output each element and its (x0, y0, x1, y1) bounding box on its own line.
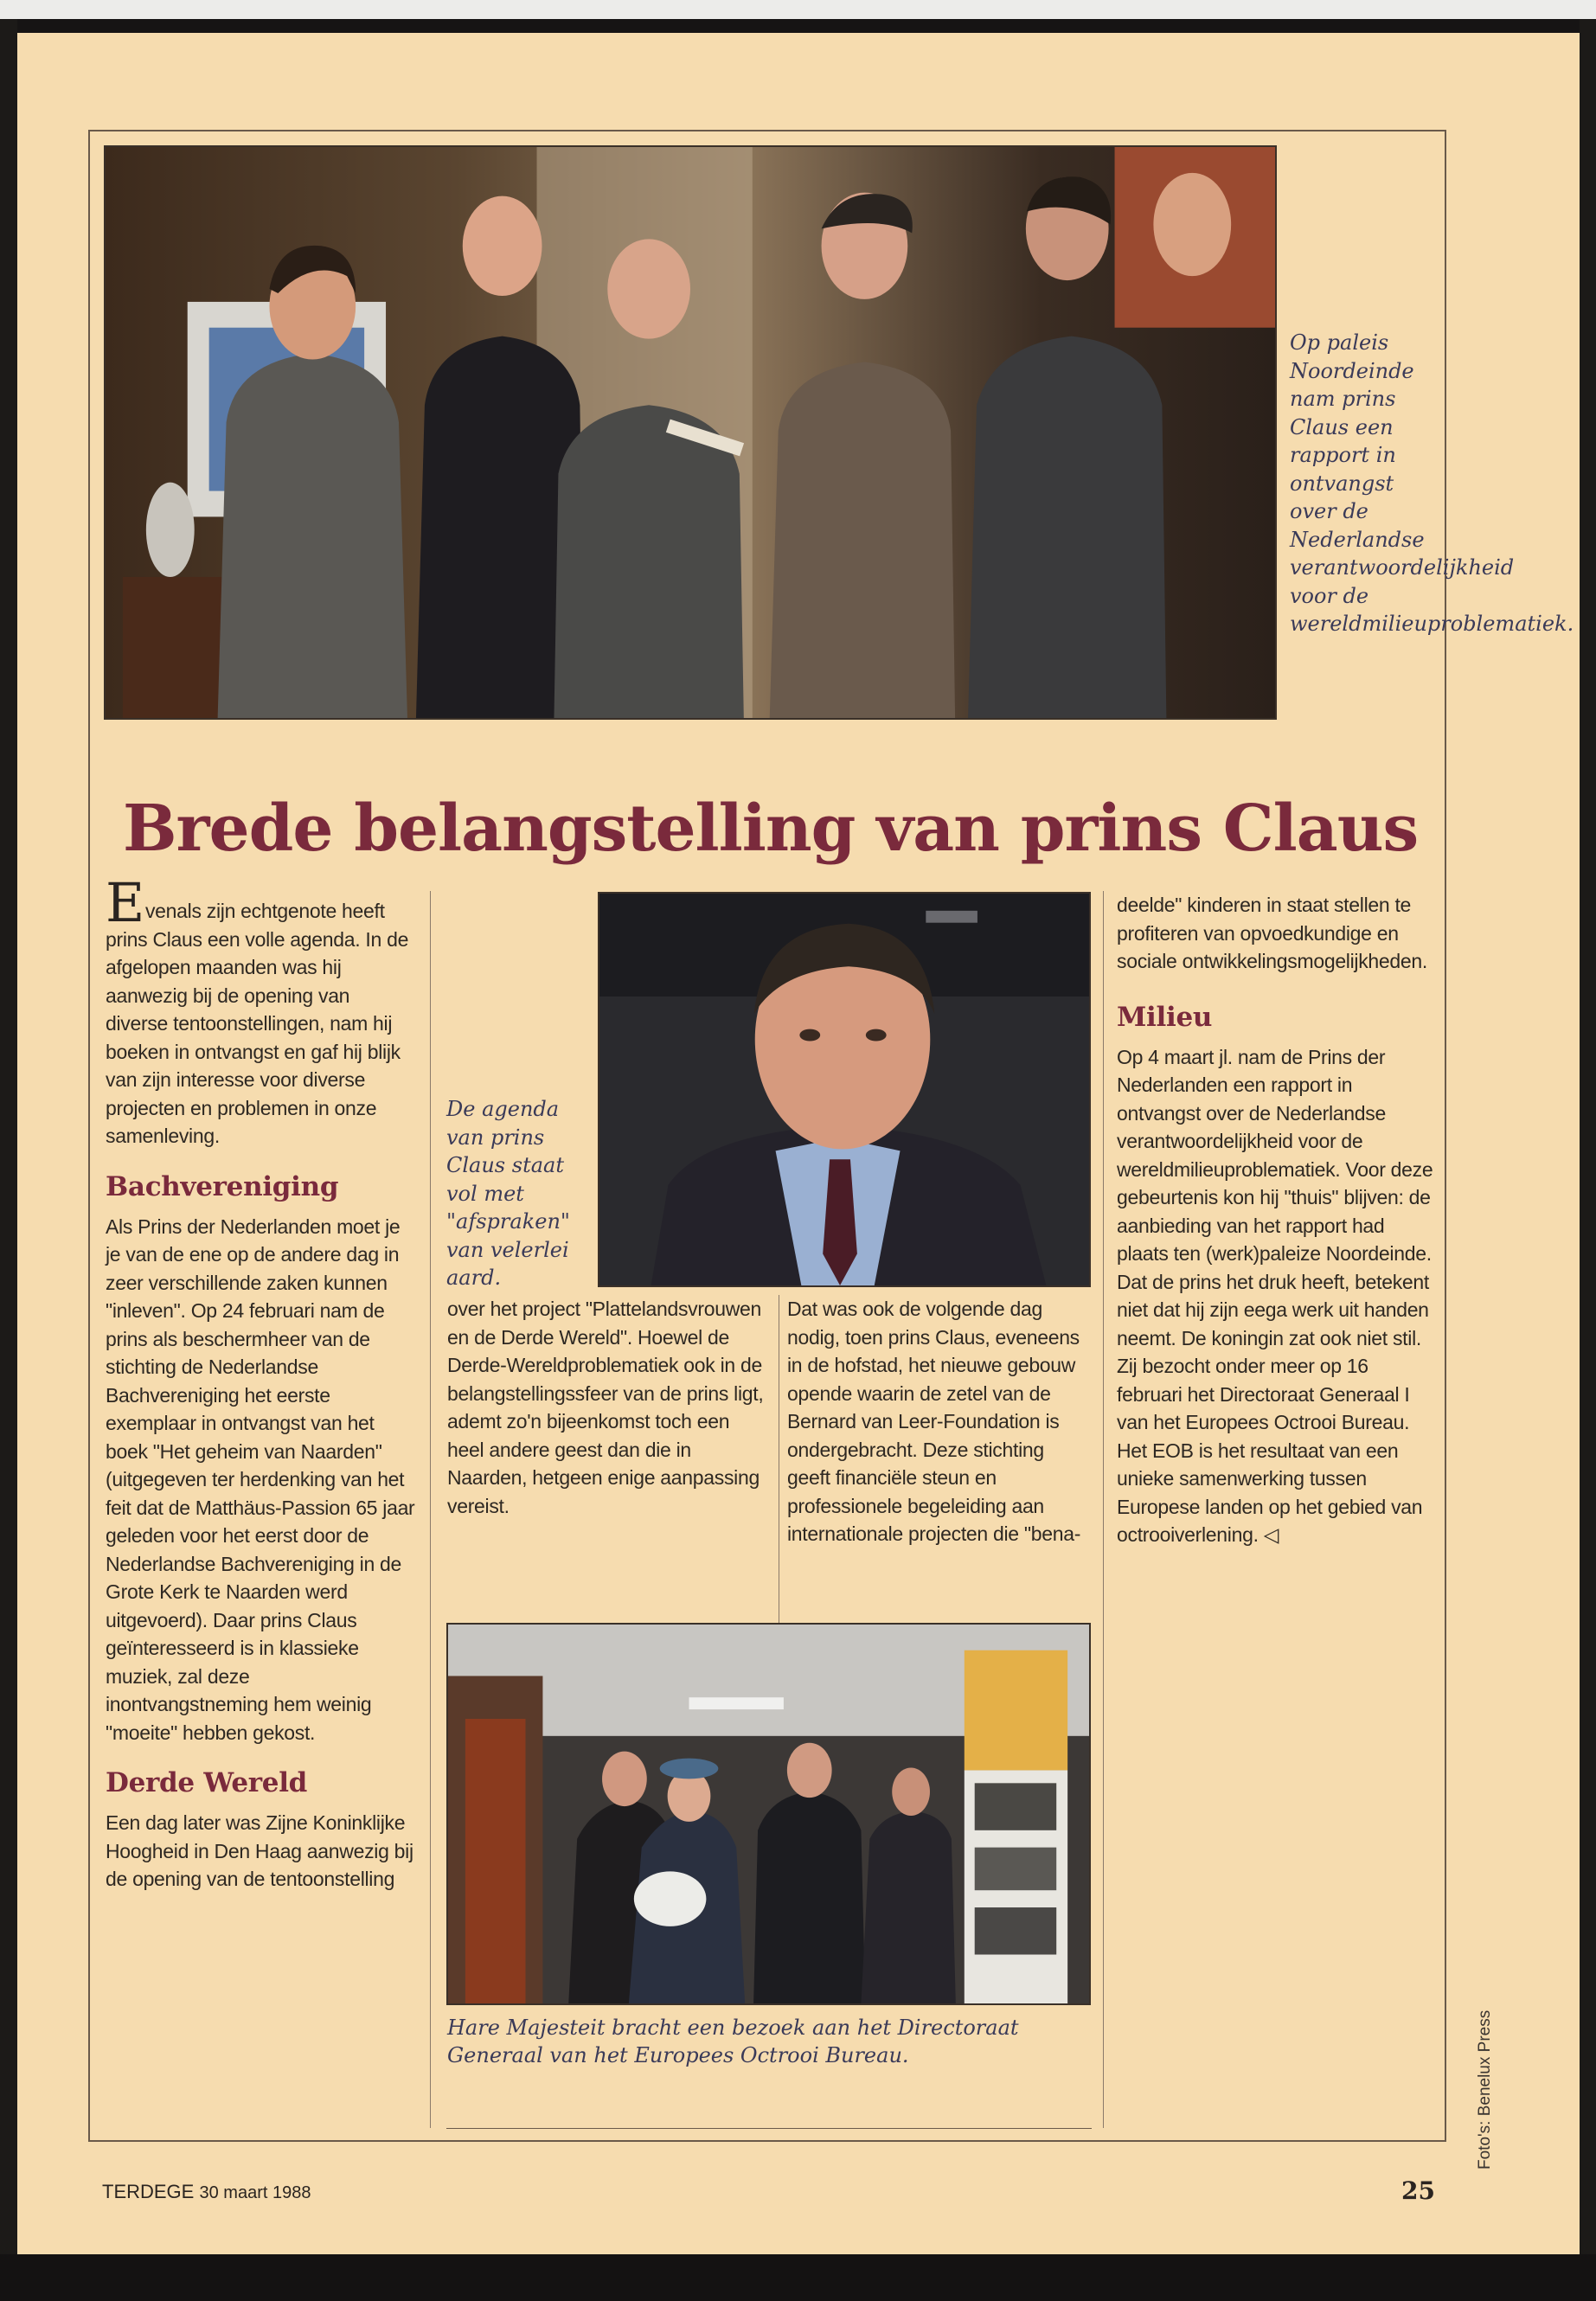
intro-paragraph (106, 871, 417, 1150)
scan-edge-bottom (0, 2254, 1596, 2301)
page-number: 25 (1401, 2176, 1435, 2205)
column-2 (447, 1295, 767, 1520)
paragraph-koningin (1117, 1268, 1433, 1549)
subhead-derde-wereld: Derde Wereld (106, 1767, 308, 1798)
footer-issue (102, 2181, 311, 2203)
scan-edge-right (1580, 19, 1596, 2268)
column-1 (106, 871, 417, 1894)
paragraph-derde-wereld: Een dag later was Zijne Koninklijke Hoogheid in Den Haag aanwezig bij de opening van de tentoonstelling (106, 1811, 413, 1890)
column-rule-3 (1103, 891, 1104, 2128)
paragraph-koningin-text: Dat de prins het druk heeft, betekent niet dat hij zijn eega werk uit handen neemt. De koningin zat ook niet stil. Zij bezocht onder meer op 16 februari het Directoraat Generaal I van het Europees Octrooi Bureau. Het EOB is het resultaat van een unieke samenwerking tussen Europese landen op het gebied van octrooiverlening. (1117, 1270, 1429, 1546)
intro-text: venals zijn echtgenote heeft prins Claus een volle agenda. In de afgelopen maanden was hij aanwezig bij de opening van diverse tentoonstellingen, nam hij boeken in ontvangst en gaf hij blijk van zijn interesse voor diverse projecten en problemen in onze samenleving. (106, 900, 409, 1147)
column-4 (1117, 891, 1433, 1549)
paragraph-column-2: over het project "Plattelandsvrouwen en de Derde Wereld". Hoewel de Derde-Wereldproblematiek ook in de belangstellingssfeer van de prins ligt, ademt zo'n bijeenkomst toch een heel andere geest dan die in Naarden, hetgeen enige aanpassing vereist. (447, 1298, 764, 1517)
magazine-page (17, 33, 1580, 2254)
scan-edge-left (0, 19, 17, 2268)
pull-quote: De agenda van prins Claus staat vol met "afspraken" van velerlei aard. (446, 1097, 570, 1290)
photo-credit: Foto's: Benelux Press (1476, 2009, 1494, 2170)
drop-cap: E (106, 871, 144, 934)
paragraph-column-3: Dat was ook de volgende dag nodig, toen prins Claus, eveneens in de hofstad, het nieuwe gebouw opende waarin de zetel van de Bernard van Leer-Foundation is ondergebracht. Deze stichting geeft financiële steun en professionele begeleiding aan internationale projecten die "bena- (787, 1298, 1081, 1545)
bottom-photo-caption: Hare Majesteit bracht een bezoek aan het Directoraat Generaal van het Europees Octrooi Bureau. (447, 2016, 1019, 2067)
group-photo (104, 145, 1277, 720)
caption-rule (446, 2128, 1092, 2129)
paragraph-milieu: Op 4 maart jl. nam de Prins der Nederlanden een rapport in ontvangst over de Nederlandse verantwoordelijkheid voor de wereldmilieuproblematiek. Voor deze gebeurtenis kon hij "thuis" blijven: de aanbieding van het rapport had plaats ten (werk)paleize Noordeinde. (1117, 1045, 1433, 1265)
portrait-photo (598, 892, 1091, 1287)
royal-visit-photo (446, 1623, 1091, 2005)
magazine-name: TERDEGE (102, 2181, 195, 2202)
paragraph-bachvereniging: Als Prins der Nederlanden moet je je van de ene op de andere dag in zeer verschillende zaken kunnen "inleven". Op 24 februari nam de prins als beschermheer van de stichting de Nederlandse Bachvereniging het eerste exemplaar in ontvangst van het boek "Het geheim van Naarden" (uitgegeven ter herdenking van het feit dat de Matthäus-Passion 65 jaar geleden voor het eerst door de Nederlandse Bachvereniging in de Grote Kerk te Naarden werd uitgevoerd). Daar prins Claus geïnteresseerd is in klassieke muziek, zal deze inontvangstneming hem weinig "moeite" hebben gekost. (106, 1215, 415, 1744)
column-3 (787, 1295, 1092, 1548)
end-mark-icon: ◁ (1263, 1523, 1279, 1546)
article-headline: Brede belangstelling van prins Claus (123, 792, 1419, 866)
paragraph-column-4-top: deelde" kinderen in staat stellen te profiteren van opvoedkundige en sociale ontwikkelingsmogelijkheden. (1117, 894, 1427, 972)
top-photo-caption: Op paleis Noordeinde nam prins Claus een rapport in ontvangst over de Nederlandse verantwoordelijkheid voor de wereldmilieuproblematiek. (1290, 330, 1574, 636)
issue-date: 30 maart 1988 (199, 2183, 311, 2202)
column-rule-1 (430, 891, 431, 2128)
subhead-bachvereniging: Bachvereniging (106, 1170, 339, 1202)
subhead-milieu: Milieu (1117, 1001, 1213, 1033)
